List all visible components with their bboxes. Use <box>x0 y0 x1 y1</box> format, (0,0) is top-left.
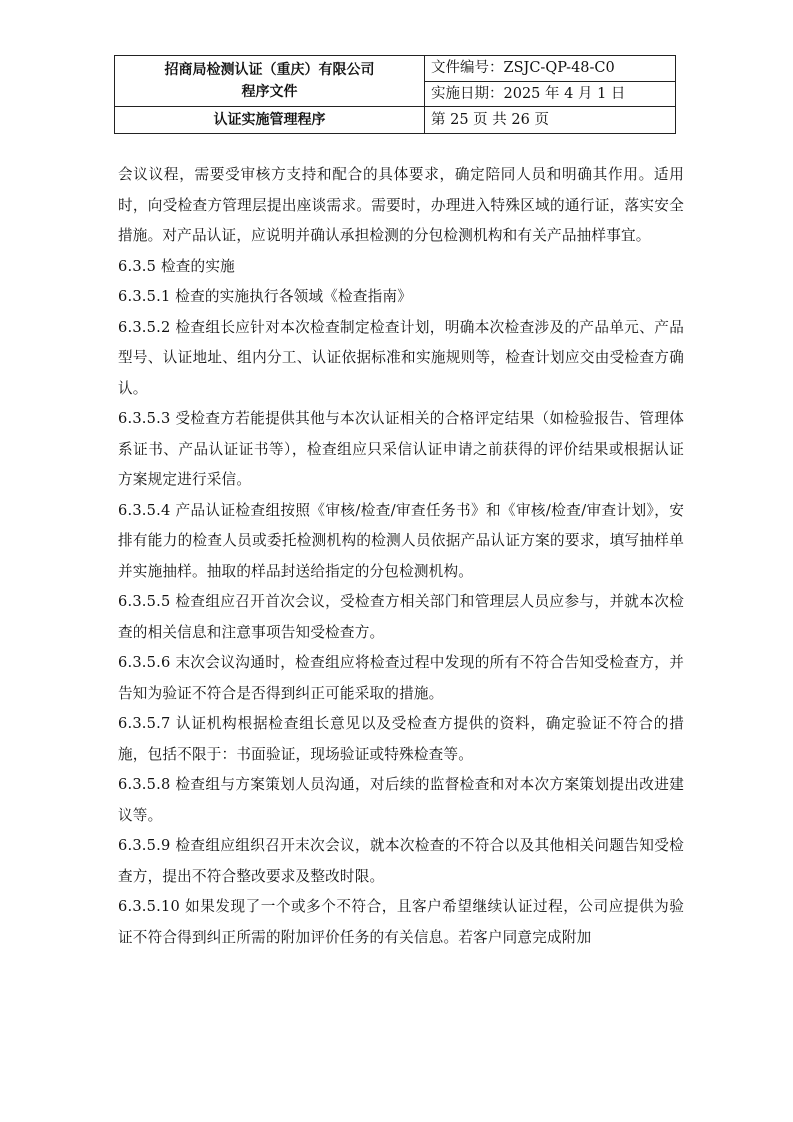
company-name: 招商局检测认证（重庆）有限公司 <box>164 62 375 78</box>
document-title: 认证实施管理程序 <box>115 107 425 134</box>
clause-6-3-5-3: 6.3.5.3 受检查方若能提供其他与本次认证相关的合格评定结果（如检验报告、管理体系证书、产品认证证书等），检查组应只采信认证申请之前获得的评价结果或根据认证方案规定进行采信。 <box>118 410 684 488</box>
page-info: 第 25 页 共 26 页 <box>425 107 676 134</box>
clause-6-3-5-5: 6.3.5.5 检查组应召开首次会议，受检查方相关部门和管理层人员应参与，并就本次检查的相关信息和注意事项告知受检查方。 <box>118 593 684 641</box>
body-text <box>118 160 684 953</box>
clause-6-3-5-10: 6.3.5.10 如果发现了一个或多个不符合，且客户希望继续认证过程，公司应提供为验证不符合得到纠正所需的附加评价任务的有关信息。若客户同意完成附加 <box>118 898 684 946</box>
clause-6-3-5-7: 6.3.5.7 认证机构根据检查组长意见以及受检查方提供的资料，确定验证不符合的措施，包括不限于：书面验证，现场验证或特殊检查等。 <box>118 715 684 763</box>
clause-6-3-5-6: 6.3.5.6 末次会议沟通时，检查组应将检查过程中发现的所有不符合告知受检查方，并告知为验证不符合是否得到纠正可能采取的措施。 <box>118 654 684 702</box>
clause-6-3-5-2: 6.3.5.2 检查组长应针对本次检查制定检查计划，明确本次检查涉及的产品单元、产品型号、认证地址、组内分工、认证依据标准和实施规则等，检查计划应交由受检查方确认。 <box>118 318 684 397</box>
document-header-table <box>114 55 676 134</box>
clause-6-3-5-4: 6.3.5.4 产品认证检查组按照《审核/检查/审查任务书》和《审核/检查/审查计划》，安排有能力的检查人员或委托检测机构的检测人员依据产品认证方案的要求，填写抽样单并实施抽样。抽取的样品封送给指定的分包检测机构。 <box>118 501 684 580</box>
clause-6-3-5-9: 6.3.5.9 检查组应组织召开末次会议，就本次检查的不符合以及其他相关问题告知受检查方，提出不符合整改要求及整改时限。 <box>118 837 684 885</box>
clause-6-3-5-8: 6.3.5.8 检查组与方案策划人员沟通，对后续的监督检查和对本次方案策划提出改进建议等。 <box>118 776 684 824</box>
company-cell <box>115 56 425 107</box>
document-type: 程序文件 <box>241 84 298 100</box>
document-number: 文件编号：ZSJC-QP-48-C0 <box>425 56 676 82</box>
paragraph-continuation: 会议议程，需要受审核方支持和配合的具体要求，确定陪同人员和明确其作用。适用时，向受检查方管理层提出座谈需求。需要时，办理进入特殊区域的通行证，落实安全措施。对产品认证，应说明并确认承担检测的分包检测机构和有关产品抽样事宜。 <box>118 166 684 244</box>
effective-date: 实施日期：2025 年 4 月 1 日 <box>425 81 676 107</box>
section-heading-6-3-5: 6.3.5 检查的实施 <box>118 257 235 275</box>
clause-6-3-5-1: 6.3.5.1 检查的实施执行各领域《检查指南》 <box>118 288 412 305</box>
